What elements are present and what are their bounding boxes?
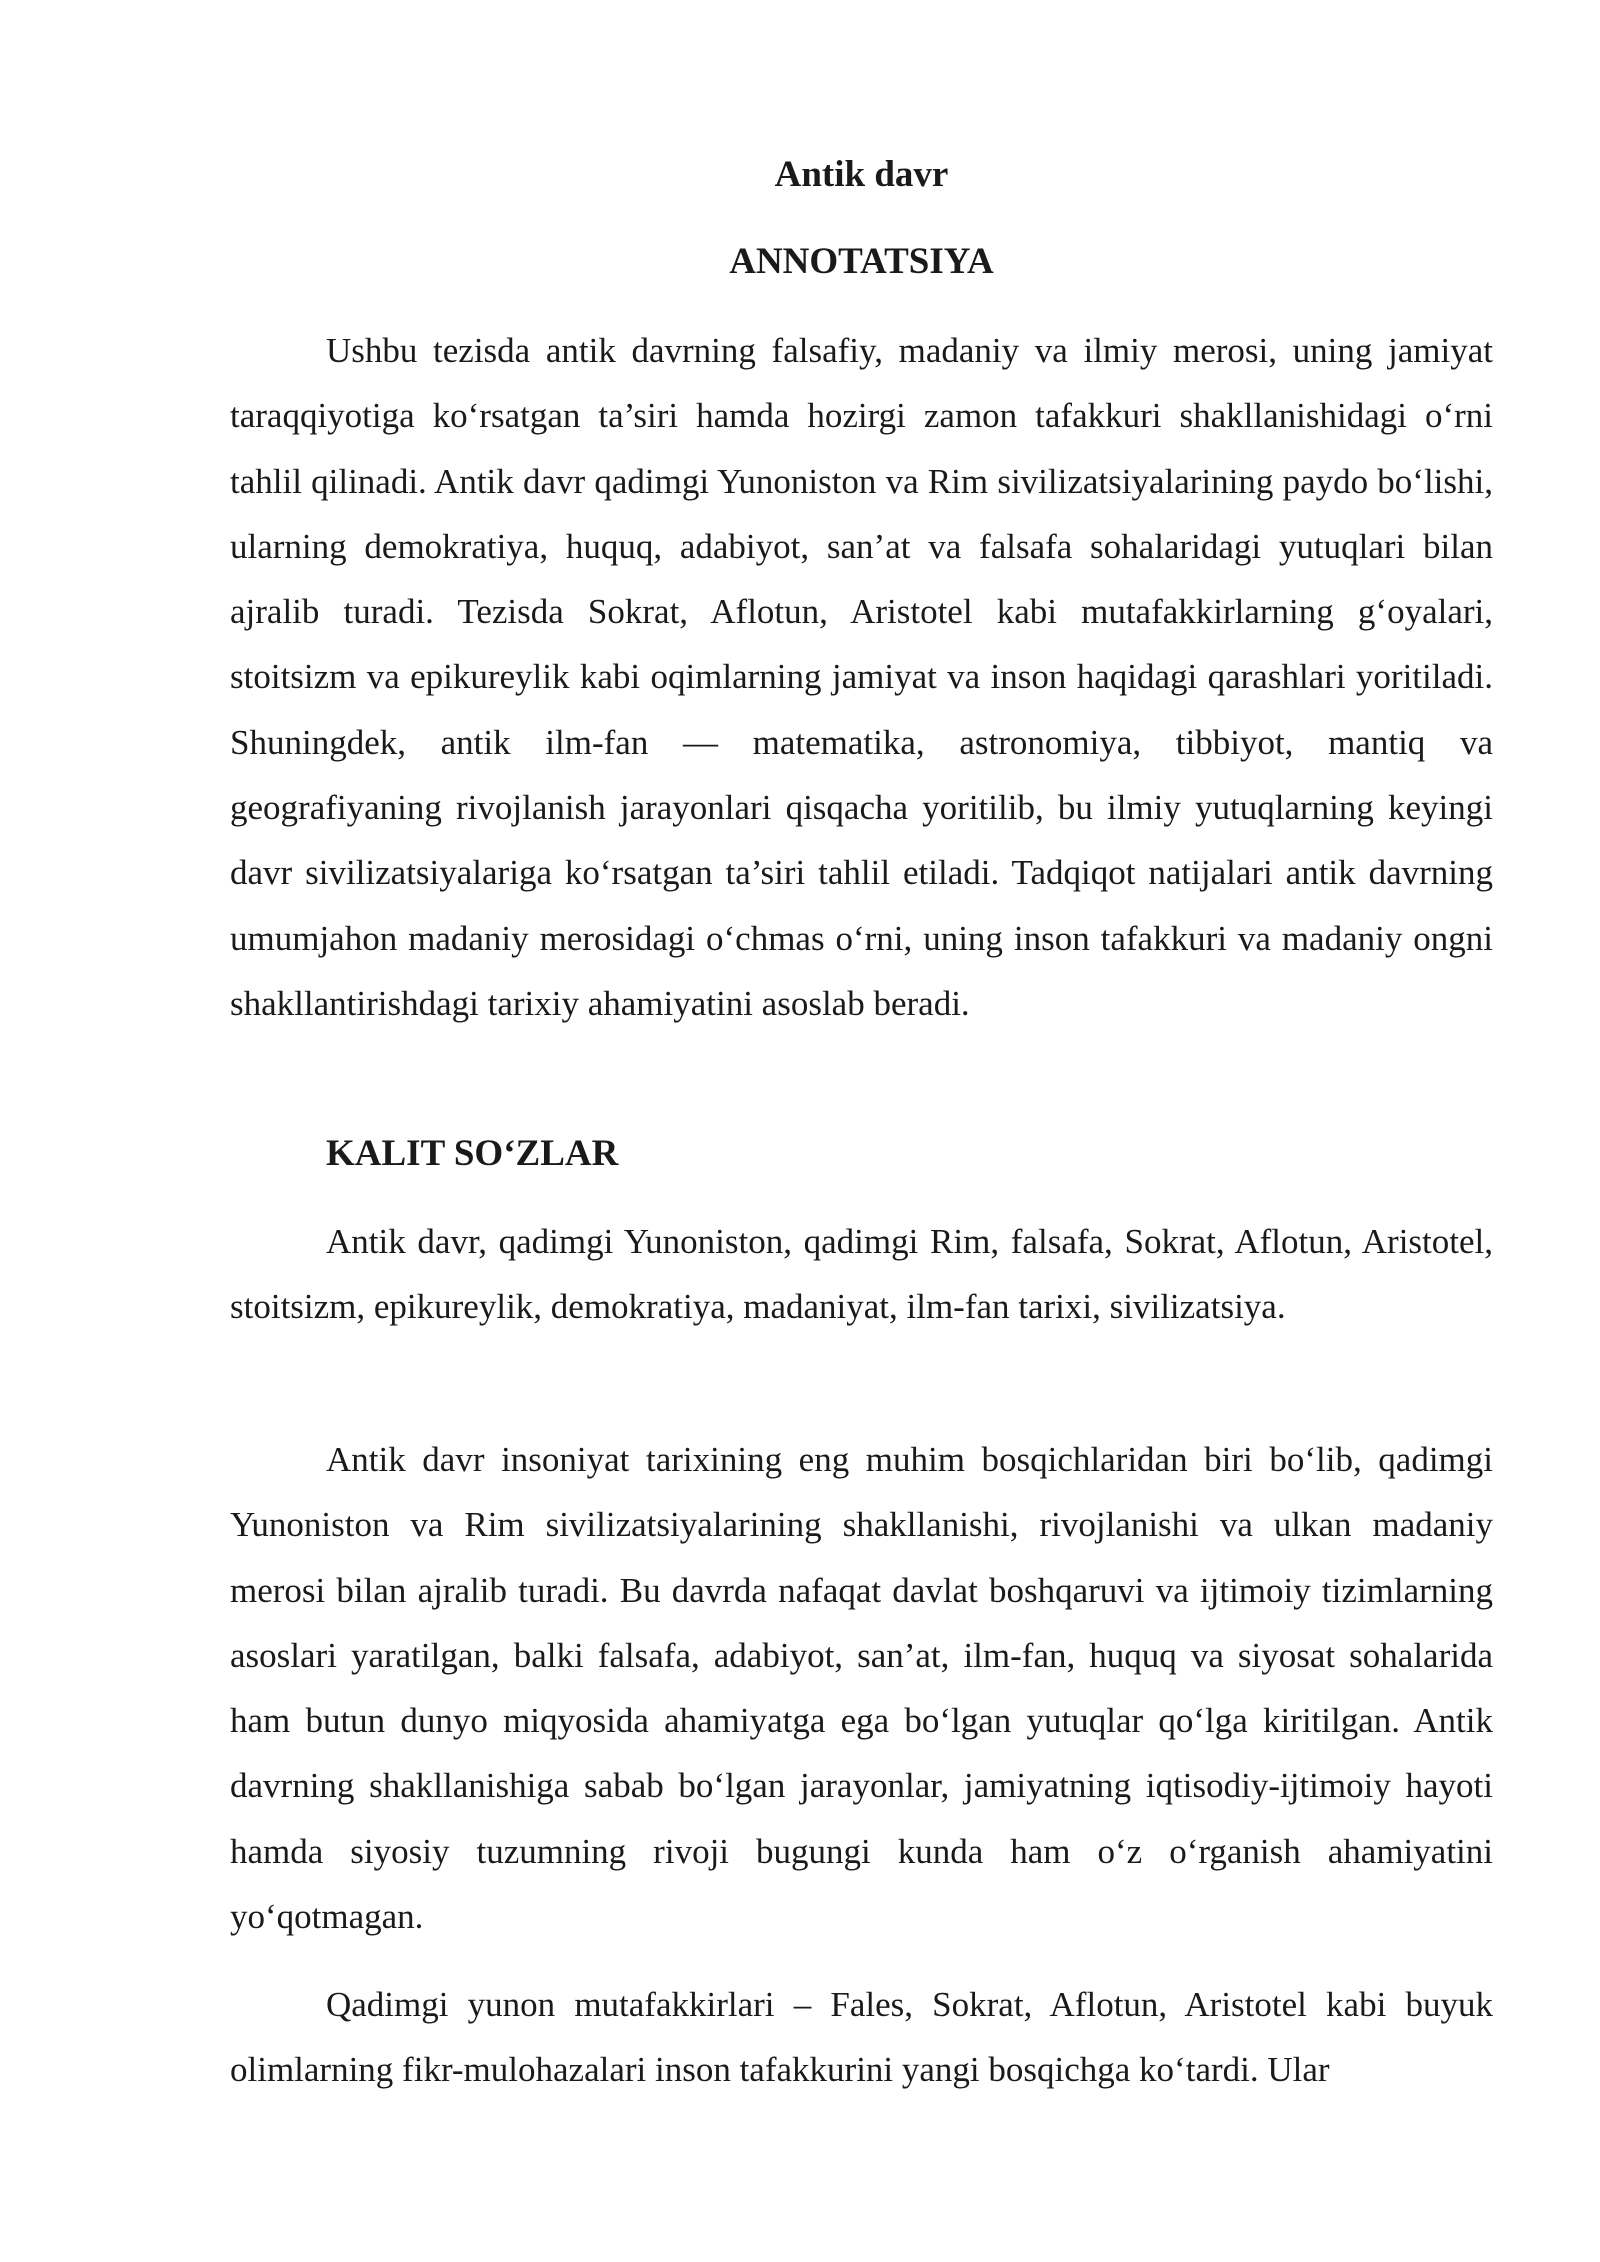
body-paragraph: Antik davr insoniyat tarixining eng muhim bosqichlaridan biri bo‘lib, qadimgi Yunoniston va Rim sivilizatsiyalarining shakllanishi, rivojlanishi va ulkan madaniy merosi bilan ajralib turadi. Bu davrda nafaqat davlat boshqaruvi va ijtimoiy tizimlarning asoslari yaratilgan, balki falsafa, adabiyot, san’at, ilm-fan, huquq va siyosat sohalarida ham butun dunyo miqyosida ahamiyatga ega bo‘lgan yutuqlar qo‘lga kiritilgan. Antik davrning shakllanishiga sabab bo‘lgan jarayonlar, jamiyatning iqtisodiy-ijtimoiy hayoti hamda siyosiy tuzumning rivoji bugungi kunda ham o‘z o‘rganish ahamiyatini yo‘qotmagan. (230, 1440, 1493, 1937)
annotation-paragraph: Ushbu tezisda antik davrning falsafiy, madaniy va ilmiy merosi, uning jamiyat taraqqiyotiga ko‘rsatgan ta’siri hamda hozirgi zamon tafakkuri shakllanishidagi o‘rni tahlil qilinadi. Antik davr qadimgi Yunoniston va Rim sivilizatsiyalarining paydo bo‘lishi, ularning demokratiya, huquq, adabiyot, san’at va falsafa sohalaridagi yutuqlari bilan ajralib turadi. Tezisda Sokrat, Aflotun, Aristotel kabi mutafakkirlarning g‘oyalari, stoitsizm va epikureylik kabi oqimlarning jamiyat va inson haqidagi qarashlari yoritiladi. Shuningdek, antik ilm-fan — matematika, astronomiya, tibbiyot, mantiq va geografiyaning rivojlanish jarayonlari qisqacha yoritilib, bu ilmiy yutuqlarning keyingi davr sivilizatsiyalariga ko‘rsatgan ta’siri tahlil etiladi. Tadqiqot natijalari antik davrning umumjahon madaniy merosidagi o‘chmas o‘rni, uning inson tafakkuri va madaniy ongni shakllantirishdagi tarixiy ahamiyatini asoslab beradi. (230, 331, 1493, 1023)
document-title: Antik davr (774, 154, 949, 195)
keywords-heading: KALIT SO‘ZLAR (326, 1133, 619, 1174)
body-paragraph: Qadimgi yunon mutafakkirlari – Fales, Sokrat, Aflotun, Aristotel kabi buyuk olimlarning fikr-mulohazalari inson tafakkurini yangi bosqichga ko‘tardi. Ular (230, 1985, 1493, 2090)
keywords-paragraph: Antik davr, qadimgi Yunoniston, qadimgi Rim, falsafa, Sokrat, Aflotun, Aristotel, stoitsizm, epikureylik, demokratiya, madaniyat, ilm-fan tarixi, sivilizatsiya. (230, 1222, 1493, 1327)
annotation-heading: ANNOTATSIYA (729, 241, 994, 282)
